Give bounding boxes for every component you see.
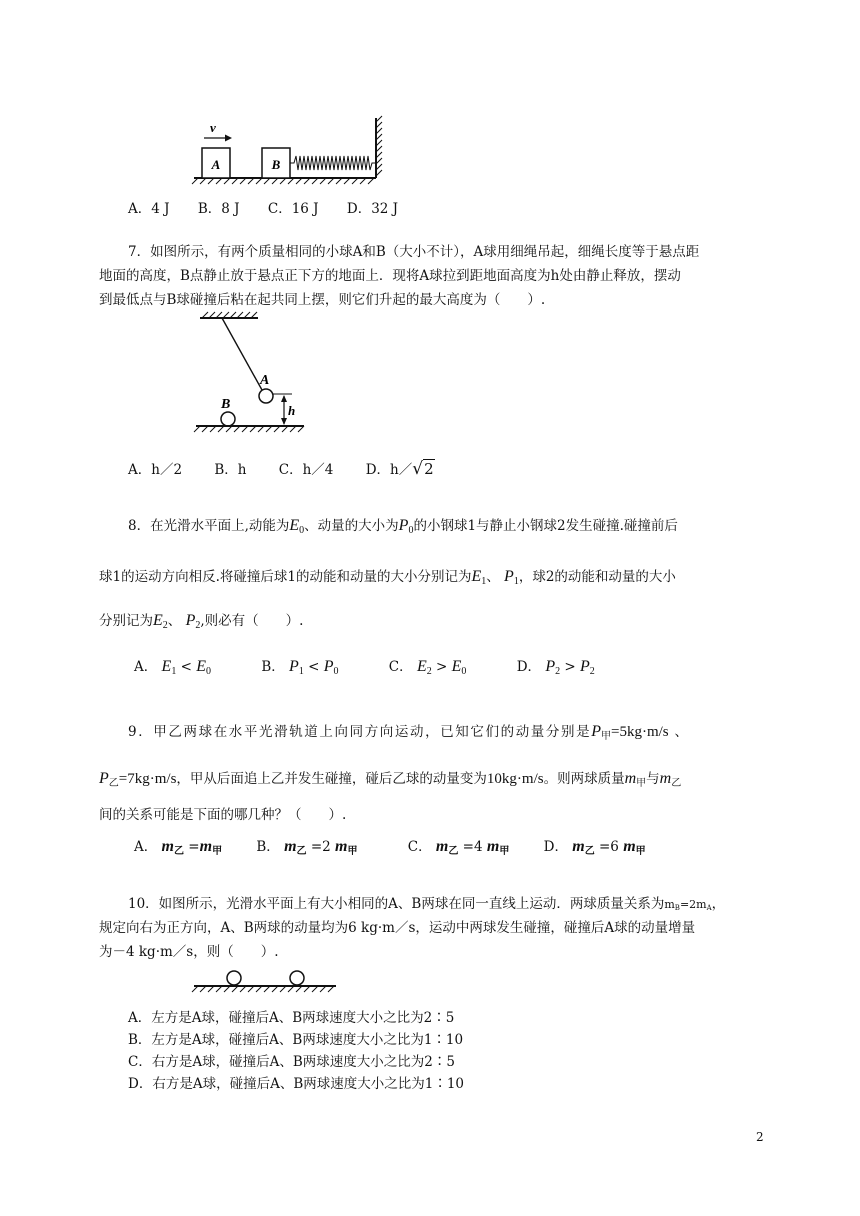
ball-a-label: A	[260, 373, 270, 388]
q6-option-d: D．32 J	[346, 201, 399, 217]
q8-line-3: 分别记为$E_2$、 $P_2$,则必有（ ）.	[99, 612, 304, 631]
q6-option-b: B．8 J	[197, 201, 240, 217]
q7-options	[128, 458, 435, 479]
q9-options	[134, 837, 646, 862]
height-label: h	[288, 403, 296, 418]
q10-option-c: C．右方是A球，碰撞后A、B两球速度大小之比为2∶5	[128, 1054, 455, 1070]
p-jia-symbol: $P_甲$	[591, 723, 611, 742]
q9-line-3: 间的关系可能是下面的哪几种？（ ）.	[99, 807, 347, 823]
sqrt-symbol: √	[412, 459, 424, 479]
q7-option-a: A．h／2	[128, 462, 183, 478]
q7-option-c: C．h／4	[278, 462, 334, 478]
q8-line-1: 8．在光滑水平面上,动能为$E_0$、动量的大小为$P_0$的小钢球1与静止小钢球2发生碰撞.碰撞前后	[128, 517, 678, 536]
page-number: 2	[756, 1130, 764, 1144]
q7-line-1: 7．如图所示，有两个质量相同的小球A和B（大小不计），A球用细绳吊起，细绳长度等于悬点距	[128, 244, 700, 260]
q7-line-3: 到最低点与B球碰撞后粘在起共同上摆，则它们升起的最大高度为（ ）.	[99, 292, 546, 308]
sqrt-radicand: 2	[424, 460, 434, 478]
q8-option-a: A． $E_1 < E_0$	[134, 658, 212, 677]
q7-option-d: D．h／	[365, 462, 413, 478]
q6-option-c: C．16 J	[267, 201, 319, 217]
q10-line-1: 10．如图所示，光滑水平面上有大小相同的A、B两球在同一直线上运动．两球质量关系为$m_B=2m_A$，	[128, 896, 726, 912]
q9-option-d: D． $m_乙 =6$ $m_甲$	[543, 838, 646, 857]
figure-two-balls	[190, 966, 340, 996]
p0-symbol: $P_0$	[398, 517, 414, 536]
q8-option-b: B． $P_1 < P_0$	[261, 658, 339, 677]
block-b-label: B	[271, 157, 281, 172]
q10-line-2: 规定向右为正方向，A、B两球的动量均为6 kg·m／s，运动中两球发生碰撞，碰撞后A球的动量增量	[99, 920, 696, 936]
q10-option-d: D．右方是A球，碰撞后A、B两球速度大小之比为1∶10	[128, 1076, 465, 1092]
q10-option-b: B．左方是A球，碰撞后A、B两球速度大小之比为1∶10	[128, 1032, 464, 1048]
e0-symbol: $E_0$	[289, 517, 305, 536]
p1-symbol: $P_1$	[504, 568, 519, 587]
q9-line-2: $P_乙=7kg\cdot m/s$，甲从后面追上乙并发生碰撞，碰后乙球的动量变为10kg·m/s。则两球质量$m_甲$与$m_乙$	[99, 770, 682, 789]
p2-symbol: $P_2$	[185, 612, 201, 631]
p-yi-symbol: $P_乙$	[99, 770, 119, 789]
e2-symbol: $E_2$	[153, 612, 168, 631]
q8-option-c: C． $E_2 > E_0$	[388, 658, 467, 677]
q9-option-a: A． $m_乙 =m_甲$	[134, 838, 223, 857]
q6-options	[128, 197, 398, 217]
ball-b-label: B	[221, 397, 231, 412]
q7-option-b: B．h	[214, 462, 247, 478]
e1-symbol: $E_1$	[471, 568, 487, 587]
q8-line-2: 球1的运动方向相反.将碰撞后球1的动能和动量的大小分别记为$E_1$、 $P_1$，球2的动能和动量的大小	[99, 568, 676, 587]
q6-option-a: A．4 J	[128, 201, 170, 217]
q10-line-3: 为－4 kg·m／s，则（ ）.	[99, 944, 279, 960]
q7-line-2: 地面的高度，B点静止放于悬点正下方的地面上．现将A球拉到距地面高度为h处由静止释放，摆动	[99, 268, 681, 284]
velocity-label: v	[210, 120, 216, 135]
q9-option-c: C． $m_乙 =4$ $m_甲$	[407, 838, 510, 857]
mass-relation: $m_B=2m_A$	[664, 898, 712, 912]
figure-pendulum	[192, 310, 312, 436]
figure-blocks-spring	[190, 112, 390, 188]
q9-line-1: 9．甲乙两球在水平光滑轨道上向同方向运动，已知它们的动量分别是$P_甲=5kg\cdot m/s$ 、	[128, 723, 690, 742]
q9-option-b: B． $m_乙 =2$ $m_甲$	[256, 838, 358, 857]
block-a-label: A	[211, 157, 221, 172]
q8-option-d: D． $P_2 > P_2$	[516, 658, 595, 677]
q10-option-a: A．左方是A球，碰撞后A、B两球速度大小之比为2∶5	[128, 1010, 455, 1026]
q8-options	[134, 657, 595, 682]
